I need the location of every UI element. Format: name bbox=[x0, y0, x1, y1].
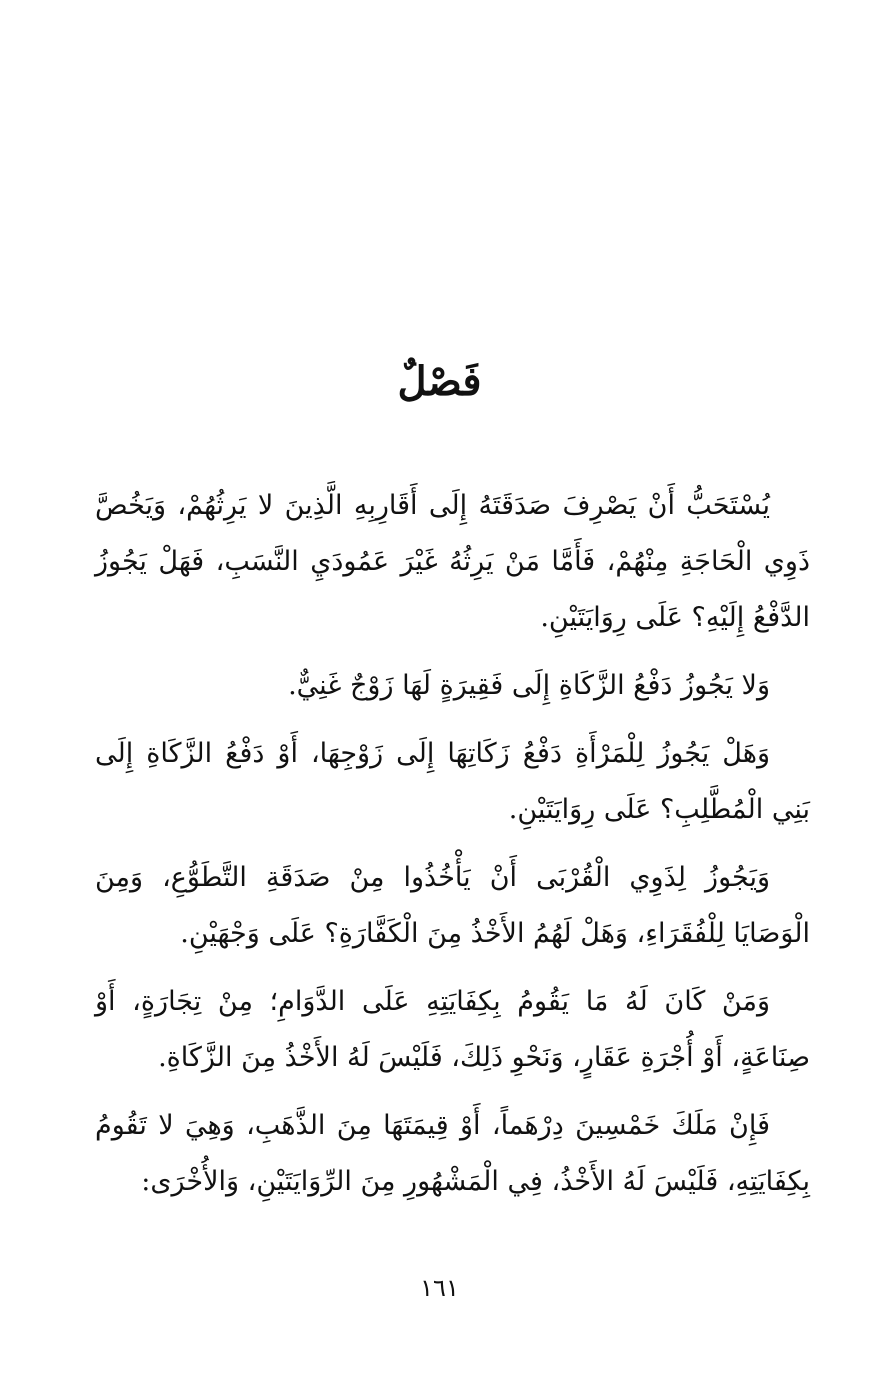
page-number: ١٦١ bbox=[420, 1274, 459, 1302]
paragraph-5: وَمَنْ كَانَ لَهُ مَا يَقُومُ بِكِفَايَتِهِ عَلَى الدَّوَامِ؛ مِنْ تِجَارَةٍ، أَوْ صِنَاعَةٍ، أَوْ أُجْرَةِ عَقَارٍ، وَنَحْوِ ذَلِكَ، فَلَيْسَ لَهُ الأَخْذُ مِنَ الزَّكَاةِ. bbox=[95, 986, 810, 1073]
paragraph-1: يُسْتَحَبُّ أَنْ يَصْرِفَ صَدَقَتَهُ إِلَى أَقَارِبِهِ الَّذِينَ لا يَرِثُهُمْ، وَيَخُصَّ ذَوِي الْحَاجَةِ مِنْهُمْ، فَأَمَّا مَنْ يَرِثُهُ غَيْرَ عَمُودَيِ النَّسَبِ، فَهَلْ يَجُوزُ الدَّفْعُ إِلَيْهِ؟ عَلَى رِوَايَتَيْنِ. bbox=[95, 490, 810, 633]
paragraph-4: وَيَجُوزُ لِذَوِي الْقُرْبَى أَنْ يَأْخُذُوا مِنْ صَدَقَةِ التَّطَوُّعِ، وَمِنَ الْوَصَايَا لِلْفُقَرَاءِ، وَهَلْ لَهُمُ الأَخْذُ مِنَ الْكَفَّارَةِ؟ عَلَى وَجْهَيْنِ. bbox=[95, 862, 810, 949]
paragraph-2: وَلا يَجُوزُ دَفْعُ الزَّكَاةِ إِلَى فَقِيرَةٍ لَهَا زَوْجٌ غَنِيٌّ. bbox=[288, 670, 770, 701]
section-heading: فَصْلٌ bbox=[397, 358, 482, 405]
paragraph-6: فَإِنْ مَلَكَ خَمْسِينَ دِرْهَماً، أَوْ قِيمَتَهَا مِنَ الذَّهَبِ، وَهِيَ لا تَقُومُ بِكِفَايَتِهِ، فَلَيْسَ لَهُ الأَخْذُ، فِي الْمَشْهُورِ مِنَ الرِّوَايَتَيْنِ، وَالأُخْرَى: bbox=[95, 1110, 810, 1197]
body-text bbox=[95, 478, 810, 1222]
paragraph-3: وَهَلْ يَجُوزُ لِلْمَرْأَةِ دَفْعُ زَكَاتِهَا إِلَى زَوْجِهَا، أَوْ دَفْعُ الزَّكَاةِ إِلَى بَنِي الْمُطَّلِبِ؟ عَلَى رِوَايَتَيْنِ. bbox=[95, 738, 810, 825]
